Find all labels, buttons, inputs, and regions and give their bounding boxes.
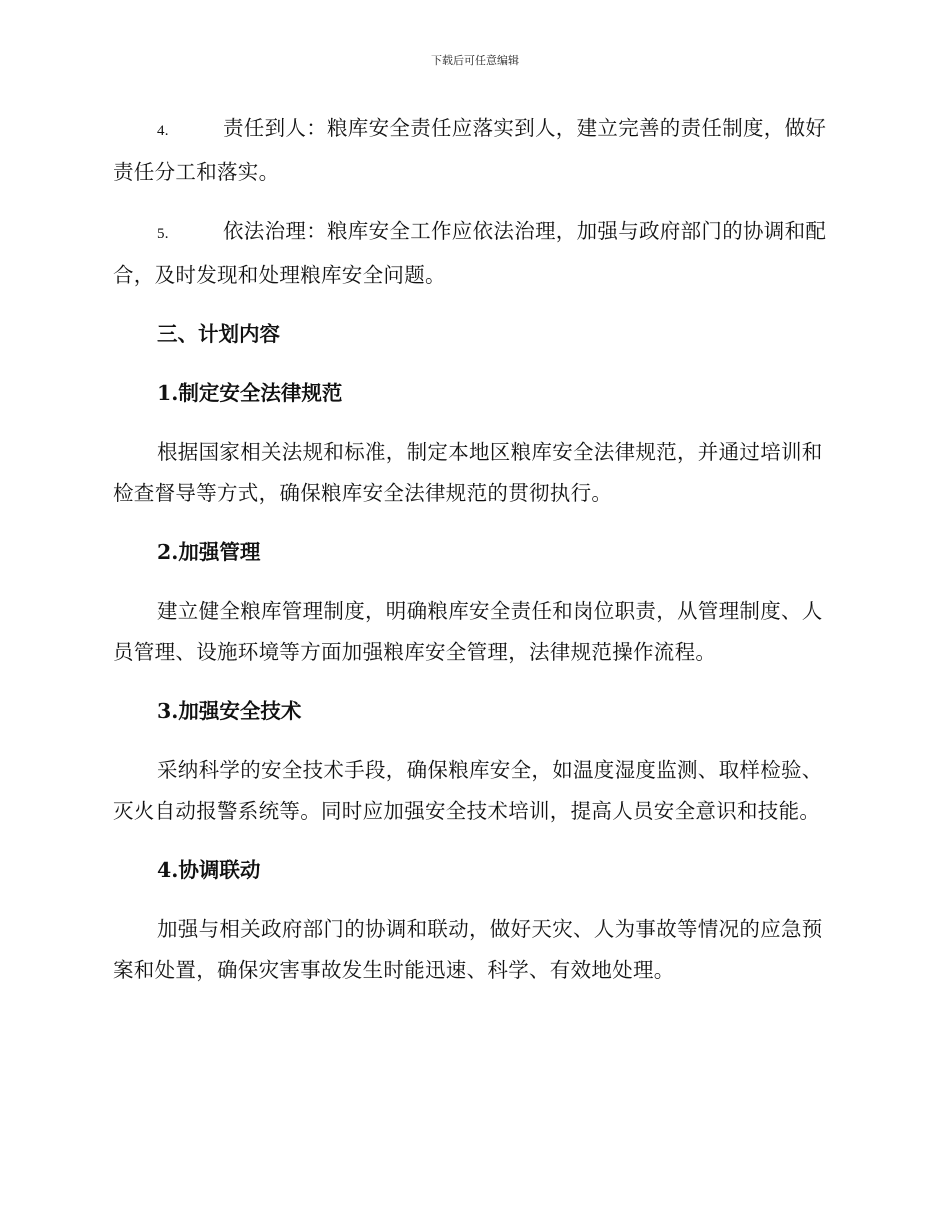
list-item-5 <box>113 211 833 296</box>
page-header-note: 下载后可任意编辑 <box>431 54 519 67</box>
list-item-number: 5. <box>157 226 169 242</box>
document-body <box>113 108 833 1009</box>
subsection-body-2: 建立健全粮库管理制度，明确粮库安全责任和岗位职责，从管理制度、人员管理、设施环境等方面加强粮库安全管理，法律规范操作流程。 <box>113 599 823 664</box>
subsection-heading-2: 2.加强管理 <box>157 540 261 564</box>
subsection-heading-4: 4.协调联动 <box>157 858 261 882</box>
list-item-text: 责任到人：粮库安全责任应落实到人，建立完善的责任制度，做好责任分工和落实。 <box>113 116 827 184</box>
subsection-body-4: 加强与相关政府部门的协调和联动，做好天灾、人为事故等情况的应急预案和处置，确保灾害事故发生时能迅速、科学、有效地处理。 <box>113 917 823 982</box>
subsection-heading-3: 3.加强安全技术 <box>157 699 302 723</box>
list-item-4 <box>113 108 833 193</box>
subsection-heading-1: 1.制定安全法律规范 <box>157 381 343 405</box>
list-item-number: 4. <box>157 123 169 139</box>
section-title: 三、计划内容 <box>157 322 280 346</box>
list-item-text: 依法治理：粮库安全工作应依法治理，加强与政府部门的协调和配合，及时发现和处理粮库安全问题。 <box>113 219 827 287</box>
subsection-body-1: 根据国家相关法规和标准，制定本地区粮库安全法律规范，并通过培训和检查督导等方式，确保粮库安全法律规范的贯彻执行。 <box>113 440 823 505</box>
subsection-body-3: 采纳科学的安全技术手段，确保粮库安全，如温度湿度监测、取样检验、灭火自动报警系统等。同时应加强安全技术培训，提高人员安全意识和技能。 <box>113 758 823 823</box>
